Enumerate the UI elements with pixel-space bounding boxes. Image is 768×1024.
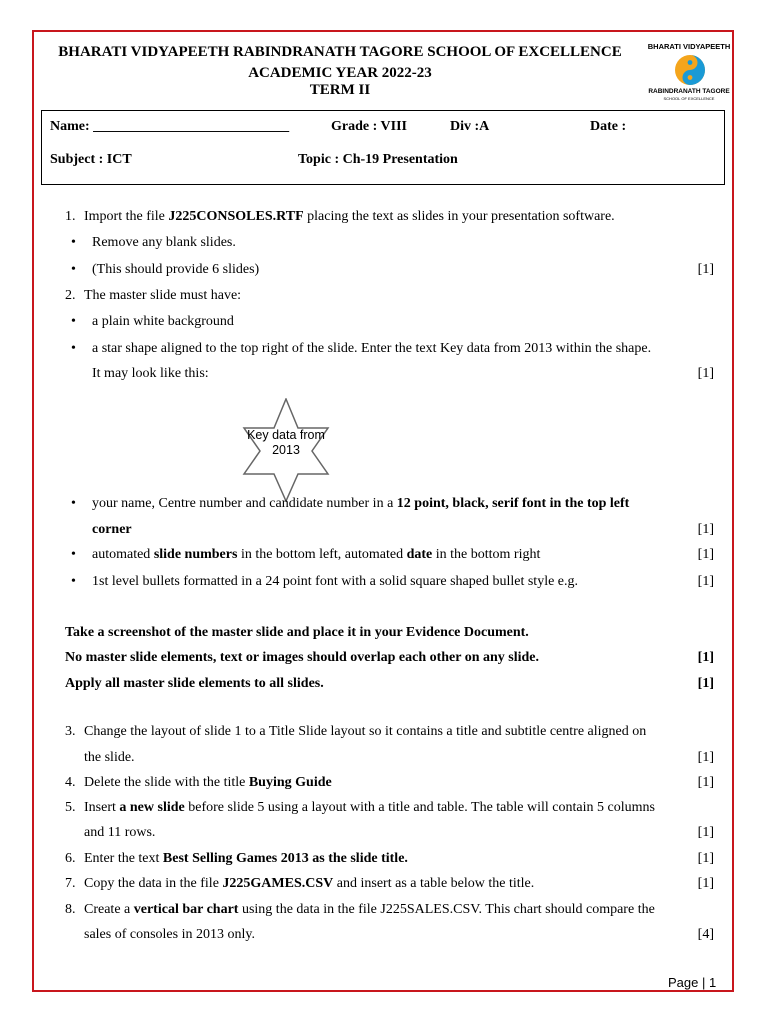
grade-field: Grade : VIII (331, 119, 407, 134)
school-name: BHARATI VIDYAPEETH RABINDRANATH TAGORE SCHOOL OF EXCELLENCE (58, 44, 622, 60)
q2-text: The master slide must have: (84, 288, 242, 303)
q1-text: Import the file J225CONSOLES.RTF placing the text as slides in your presentation software. (84, 209, 615, 224)
logo-bottom-text: RABINDRANATH TAGORE (648, 88, 730, 95)
bullet-icon: • (71, 547, 76, 562)
q3-number: 3. (65, 724, 76, 739)
q3-line1: Change the layout of slide 1 to a Title Slide layout so it contains a title and subtitle centre aligned on (84, 724, 647, 739)
date-field: Date : (590, 119, 627, 134)
instruction-apply-mark: [1] (697, 676, 714, 691)
academic-year: ACADEMIC YEAR 2022-23 (248, 65, 432, 81)
bullet-icon: • (71, 341, 76, 356)
q5-line1: Insert a new slide before slide 5 using a layout with a title and table. The table will contain 5 columns (84, 800, 655, 815)
instruction-screenshot: Take a screenshot of the master slide and place it in your Evidence Document. (65, 625, 529, 640)
q5-number: 5. (65, 800, 76, 815)
bullet-icon: • (71, 574, 76, 589)
q4-text: Delete the slide with the title Buying Guide (84, 775, 332, 790)
q3-mark: [1] (697, 750, 714, 765)
q2-bullet-2-line2: It may look like this: (92, 366, 209, 381)
q1-bullet-1: Remove any blank slides. (92, 235, 236, 250)
q2-bullet-4: automated slide numbers in the bottom left, automated date in the bottom right (92, 547, 541, 562)
q2-bullet-3-mark: [1] (697, 522, 714, 537)
q4-mark: [1] (697, 775, 714, 790)
q5-line2: and 11 rows. (84, 825, 156, 840)
star-text: Key data from 2013 (247, 428, 325, 457)
instruction-overlap-mark: [1] (697, 650, 714, 665)
bullet-icon: • (71, 314, 76, 329)
div-field: Div :A (450, 119, 490, 134)
q2-number: 2. (65, 288, 76, 303)
q2-bullet-4-mark: [1] (697, 547, 714, 562)
instruction-apply: Apply all master slide elements to all slides. (65, 676, 324, 691)
bullet-icon: • (71, 262, 76, 277)
q8-line2: sales of consoles in 2013 only. (84, 927, 255, 942)
logo-small-text: SCHOOL OF EXCELLENCE (663, 96, 715, 101)
q6-number: 6. (65, 851, 76, 866)
q6-mark: [1] (697, 851, 714, 866)
star-shape-example (242, 398, 330, 507)
term: TERM II (309, 82, 371, 98)
q2-bullet-5-mark: [1] (697, 574, 714, 589)
instruction-overlap: No master slide elements, text or images should overlap each other on any slide. (65, 650, 540, 665)
q5-mark: [1] (697, 825, 714, 840)
school-logo (644, 42, 734, 102)
subject-field: Subject : ICT (50, 152, 132, 167)
q2-bullet-3-line1: your name, Centre number and candidate number in a 12 point, black, serif font in the top left (92, 496, 630, 511)
q1-number: 1. (65, 209, 76, 224)
bullet-icon: • (71, 496, 76, 511)
q2-bullet-2-mark: [1] (697, 366, 714, 381)
q6-text: Enter the text Best Selling Games 2013 as the slide title. (84, 851, 408, 866)
logo-emblem-icon (674, 53, 706, 87)
q7-text: Copy the data in the file J225GAMES.CSV and insert as a table below the title. (84, 876, 535, 891)
q8-mark: [4] (697, 927, 714, 942)
q8-number: 8. (65, 902, 76, 917)
q7-mark: [1] (697, 876, 714, 891)
page-number: Page | 1 (668, 975, 717, 990)
q7-number: 7. (65, 876, 76, 891)
q1-bullet-2: (This should provide 6 slides) (92, 262, 260, 277)
q8-line1: Create a vertical bar chart using the data in the file J225SALES.CSV. This chart should compare the (84, 902, 655, 917)
q2-bullet-2-line1: a star shape aligned to the top right of the slide. Enter the text Key data from 2013 within the shape. (92, 341, 652, 356)
topic-field: Topic : Ch-19 Presentation (298, 152, 458, 167)
q1-mark: [1] (697, 262, 714, 277)
q2-bullet-1: a plain white background (92, 314, 234, 329)
q3-line2: the slide. (84, 750, 135, 765)
logo-top-text: BHARATI VIDYAPEETH (647, 42, 731, 51)
bullet-icon: • (71, 235, 76, 250)
q2-bullet-3-line2: corner (92, 522, 132, 537)
q4-number: 4. (65, 775, 76, 790)
q2-bullet-5: 1st level bullets formatted in a 24 point font with a solid square shaped bullet style e.g. (92, 574, 579, 589)
name-field: Name: ____________________________ (50, 119, 290, 134)
